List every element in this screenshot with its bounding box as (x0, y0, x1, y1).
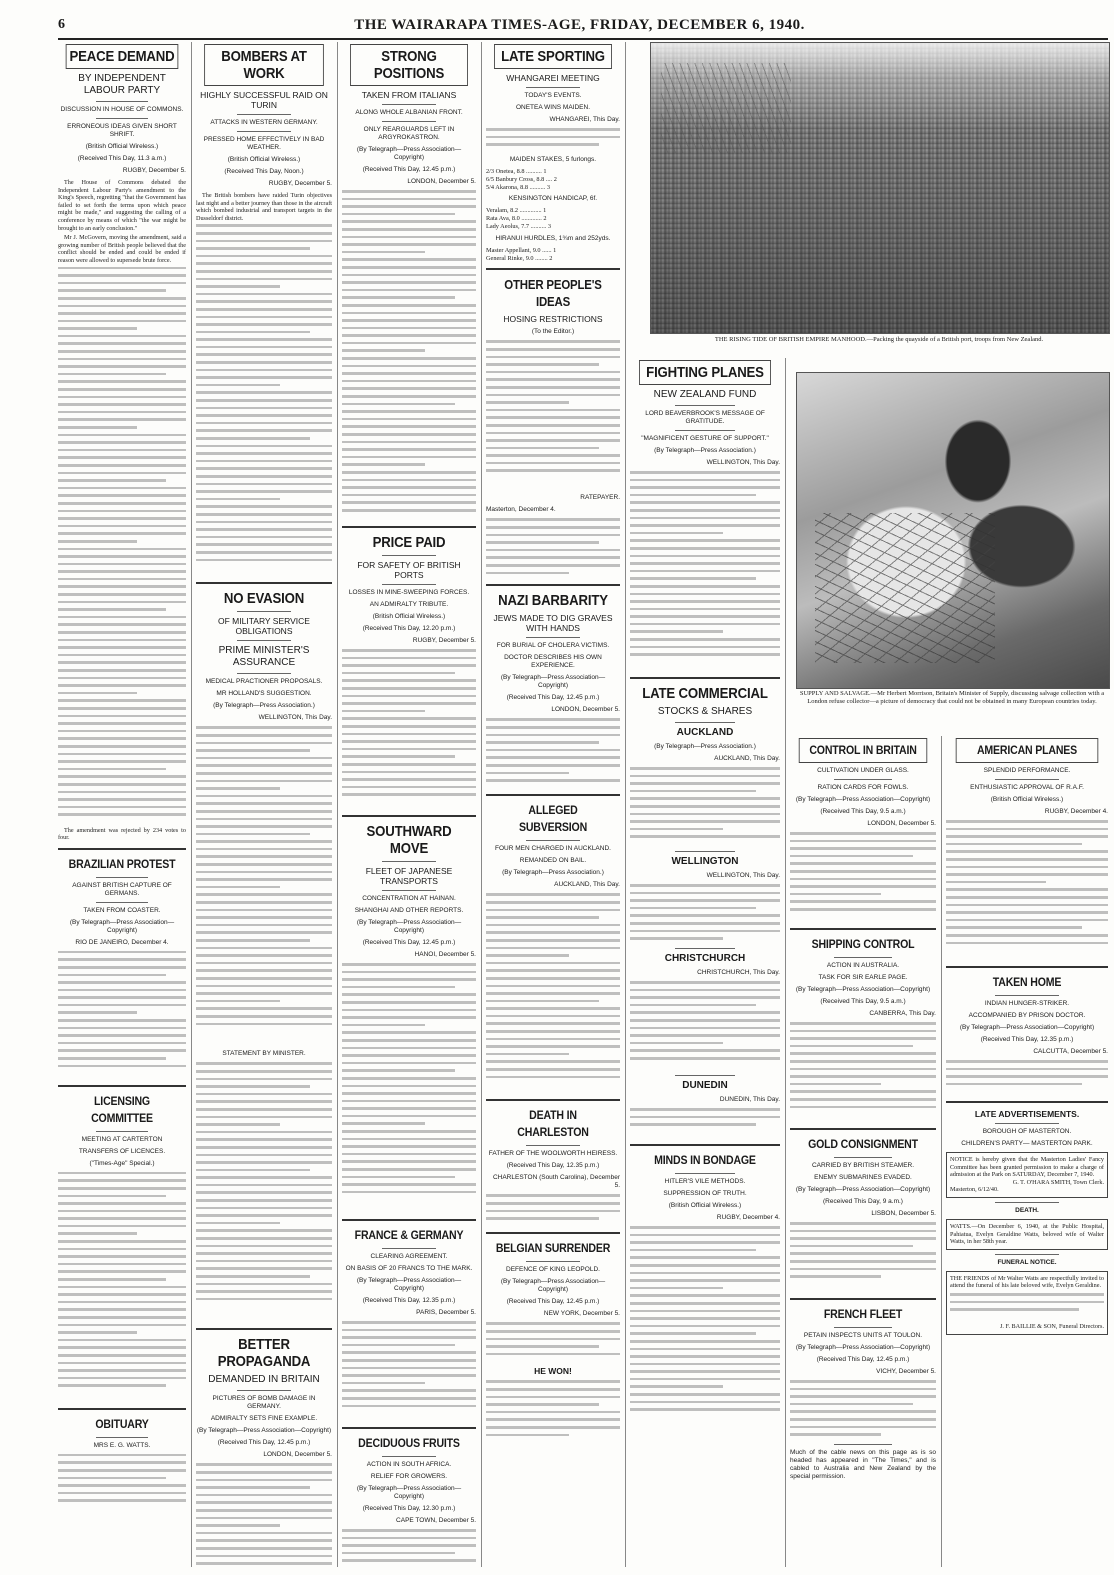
subhead: FOR SAFETY OF BRITISH PORTS (357, 560, 461, 580)
received-line: (Received This Day, 9.5 a.m.) (820, 808, 906, 815)
headline-peace-demand: PEACE DEMAND (66, 44, 179, 69)
headline-brazilian-protest: BRAZILIAN PROTEST (68, 856, 176, 871)
dateline: AUCKLAND, This Day. (714, 755, 780, 762)
subhead: HOSING RESTRICTIONS (503, 314, 603, 325)
subhead: AN ADMIRALTY TRIBUTE. (369, 601, 449, 608)
race-line: Rata Ava, 8.0 ............. 2 (486, 215, 547, 223)
received-line: (Received This Day, 12.35 p.m.) (362, 1297, 456, 1304)
credit-line: (British Official Wireless.) (372, 613, 446, 620)
article-text-block (486, 1194, 620, 1226)
race-line: Lady Aeolus, 7.7 .......... 3 (486, 222, 552, 230)
received-line: (Received This Day, 12.45 p.m.) (217, 1439, 311, 1447)
headline-other-peoples-ideas: OTHER PEOPLE'S IDEAS (504, 277, 602, 310)
headline-obituary: OBITUARY (95, 1416, 149, 1431)
subhead: ONETEA WINS MAIDEN. (515, 104, 591, 111)
dateline: CHARLESTON (South Carolina), December 5. (492, 1174, 620, 1190)
subhead: DEMANDED IN BRITAIN (208, 1374, 320, 1386)
headline-price-paid: PRICE PAID (372, 534, 446, 551)
subhead: ATTACKS IN WESTERN GERMANY. (210, 119, 318, 126)
article-text-block (486, 1322, 620, 1362)
section-heading: DEATH. (1015, 1206, 1039, 1214)
credit-line: (British Official Wireless.) (227, 156, 301, 163)
headline-shipping-control: SHIPPING CONTROL (811, 937, 915, 951)
received-line: (Received This Day, Noon.) (224, 168, 304, 175)
race-line: 2/3 Onetea, 8.8 .......... 1 (486, 168, 547, 175)
credit-line: (British Official Wireless.) (85, 143, 159, 150)
headline-minds-in-bondage: MINDS IN BONDAGE (654, 1153, 756, 1167)
article-text-block (630, 884, 780, 944)
dateline: LONDON, December 5. (867, 820, 936, 827)
headline-american-planes: AMERICAN PLANES (956, 738, 1099, 763)
article-text-block (486, 893, 620, 1093)
dateline: DUNEDIN, This Day. (719, 1096, 780, 1103)
subhead: MEETING AT CARTERTON (81, 1135, 163, 1143)
credit-line: (By Telegraph—Press Association—Copyright) (69, 918, 175, 934)
subhead: ACTION IN AUSTRALIA. (826, 962, 900, 969)
section-heading: LATE ADVERTISEMENTS. (974, 1109, 1080, 1119)
dateline: RUGBY, December 4. (1044, 808, 1108, 815)
subhead: JEWS MADE TO DIG GRAVES WITH HANDS (493, 613, 613, 634)
subhead: ALONG WHOLE ALBANIAN FRONT. (355, 109, 463, 116)
paragraph: The British bombers have raided Turin objectives last night and a better journey than those in the aircraft which bombed industrial and transport targets in the Dusseldorf district. (196, 192, 332, 222)
subhead: CARRIED BY BRITISH STEAMER. (811, 1162, 915, 1169)
article-text-block (58, 951, 186, 1079)
dateline: HANOI, December 5. (414, 951, 476, 958)
dateline: LONDON, December 5. (551, 706, 620, 714)
column-2 (196, 42, 338, 1567)
dateline: RUGBY, December 5. (122, 167, 186, 174)
subhead: ENEMY SUBMARINES EVADED. (814, 1174, 912, 1181)
dateline: RUGBY, December 5. (412, 637, 476, 644)
subhead: TRANSFERS OF LICENCES. (78, 1147, 166, 1155)
column-1 (58, 42, 192, 1567)
footnote: Much of the cable news on this page as is so headed has appeared in "The Times," and is cabled to Australia and New Zealand by the special permission. (790, 1449, 936, 1480)
received-line: (Received This Day, 12.35 p.m.) (980, 1036, 1074, 1043)
dateline: WELLINGTON, This Day. (706, 872, 780, 879)
subhead: PRESSED HOME EFFECTIVELY IN BAD WEATHER. (203, 136, 325, 151)
photo-caption: THE RISING TIDE OF BRITISH EMPIRE MANHOOD.—Packing the quayside of a British port, troops from New Zealand. (714, 336, 1044, 343)
race-results (486, 156, 620, 262)
race-line: 6/5 Banbury Cross, 8.8 .... 2 (486, 175, 557, 183)
dateline: AUCKLAND, This Day. (554, 881, 620, 889)
notice-box (946, 1152, 1108, 1198)
article-text-block (946, 820, 1108, 960)
notice-text: NOTICE is hereby given that the Masterton Ladies' Fancy Committee has been granted permission to make a charge of admission at the Park on SATURDAY, December 7, 1940. (950, 1156, 1104, 1179)
subhead: CHILDREN'S PARTY— MASTERTON PARK. (961, 1140, 1093, 1147)
received-line: (Received This Day, 12.45 p.m.) (362, 166, 456, 173)
dateline: WHANGAREI, This Day. (549, 116, 620, 123)
article-text-block (790, 1222, 936, 1292)
race-title: MAIDEN STAKES, 5 furlongs. (509, 156, 597, 163)
photo-caption: SUPPLY AND SALVAGE.—Mr Herbert Morrison, Britain's Minister of Supply, discussing salvage collection with a London refuse collector—a picture of democracy that could not be obtained in many European countries today. (799, 690, 1105, 705)
headline-nazi-barbarity: NAZI BARBARITY (498, 592, 608, 610)
dateline: CHRISTCHURCH, This Day. (697, 969, 780, 976)
subhead: ACTION IN SOUTH AFRICA. (366, 1461, 452, 1468)
article-text-block (486, 1380, 620, 1450)
article-text-block (630, 1108, 780, 1138)
headline-strong-positions: STRONG POSITIONS (350, 44, 468, 86)
received-line: (Received This Day, 12.30 p.m.) (362, 1505, 456, 1512)
subhead: WHANGAREI MEETING (506, 73, 600, 83)
photo-supply-and-salvage (796, 372, 1110, 689)
dateline: LONDON, December 5. (407, 178, 476, 185)
credit-line: (By Telegraph—Press Association.) (502, 869, 604, 877)
dateline: WELLINGTON, This Day. (706, 459, 780, 466)
dateline: RUGBY, December 5. (268, 180, 332, 187)
subhead: CULTIVATION UNDER GLASS. (817, 767, 909, 774)
credit-line: (British Official Wireless.) (668, 1202, 742, 1209)
photo-troops-quayside (650, 42, 1110, 334)
subhead: PRIME MINISTER'S ASSURANCE (218, 645, 310, 669)
subhead: TODAY'S EVENTS. (524, 92, 582, 99)
credit-line: (By Telegraph—Press Association—Copyright) (196, 1427, 332, 1435)
section-heading: FUNERAL NOTICE. (997, 1258, 1057, 1266)
dateline: NEW YORK, December 5. (543, 1310, 620, 1318)
subhead: PICTURES OF BOMB DAMAGE IN GERMANY. (212, 1395, 316, 1411)
headline-better-propaganda: BETTER PROPAGANDA (217, 1336, 311, 1371)
subhead: TAKEN FROM COASTER. (83, 906, 161, 914)
race-title: KENSINGTON HANDICAP, 6f. (508, 195, 598, 203)
received-line: (Received This Day, 9 a.m.) (823, 1198, 903, 1205)
race-line: Veralam, 8.2 .............. 1 (486, 207, 547, 215)
notice-text: THE FRIENDS of Mr Walter Watts are respectfully invited to attend the funeral of his late beloved wife, Evelyn Geraldine. (950, 1274, 1104, 1290)
credit-line: (By Telegraph—Press Association—Copyright) (795, 1186, 931, 1193)
received-line: (Received This Day, 9.5 a.m.) (820, 998, 906, 1005)
article-text-block (58, 267, 186, 827)
article-text-block (946, 1060, 1108, 1095)
dateline: CALCUTTA, December 5. (1033, 1048, 1108, 1055)
subhead: LORD BEAVERBROOK'S MESSAGE OF GRATITUDE. (645, 410, 765, 425)
city-heading: CHRISTCHURCH (664, 953, 746, 964)
received-line: (Received This Day, 12.45 p.m.) (816, 1356, 910, 1363)
city-heading: DUNEDIN (682, 1080, 728, 1091)
article-text-block (486, 718, 620, 788)
subhead: MRS E. G. WATTS. (93, 1441, 151, 1449)
article-text-block (486, 128, 620, 152)
headline-southward-move: SOUTHWARD MOVE (366, 823, 452, 857)
headline-gold-consignment: GOLD CONSIGNMENT (808, 1137, 918, 1151)
dateline: LONDON, December 5. (263, 1451, 332, 1459)
subhead: ADMIRALTY SETS FINE EXAMPLE. (210, 1415, 318, 1423)
notice-text: WATTS.—On December 6, 1940, at the Public Hospital, Pahiatua, Evelyn Geraldine Watts, beloved wife of Walter Watts, in her 58th year. (950, 1222, 1104, 1246)
subhead: ACCOMPANIED BY PRISON DOCTOR. (968, 1012, 1086, 1019)
credit-line: (By Telegraph—Press Association—Copyright) (795, 986, 931, 993)
death-notice (946, 1219, 1108, 1250)
credit-line: (By Telegraph—Press Association—Copyright) (356, 1485, 462, 1500)
headline-fighting-planes: FIGHTING PLANES (639, 360, 771, 385)
credit-line: (By Telegraph—Press Association—Copyright) (356, 146, 462, 161)
page-number: 6 (58, 17, 65, 32)
subhead: FOR BURIAL OF CHOLERA VICTIMS. (496, 642, 610, 650)
subhead: ERRONEOUS IDEAS GIVEN SHORT SHRIFT. (67, 123, 177, 138)
article-text-block (196, 1062, 332, 1322)
subhead: DEFENCE OF KING LEOPOLD. (506, 1266, 600, 1274)
headline-taken-home: TAKEN HOME (992, 975, 1062, 989)
subhead: HIGHLY SUCCESSFUL RAID ON TURIN (200, 90, 328, 110)
subhead: SPLENDID PERFORMANCE. (983, 767, 1071, 774)
race-line: Master Appellant, 9.0 ...... 1 (486, 246, 557, 254)
headline-late-commercial: LATE COMMERCIAL (642, 685, 768, 702)
article-text-block (950, 1293, 1104, 1323)
dateline: RUGBY, December 4. (716, 1214, 780, 1221)
subhead: LOSSES IN MINE-SWEEPING FORCES. (348, 589, 470, 596)
article-text-block (196, 726, 332, 1046)
article-text-block (196, 1463, 332, 1567)
credit-line: (By Telegraph—Press Association—Copyright) (356, 919, 462, 934)
subhead: OF MILITARY SERVICE OBLIGATIONS (218, 616, 310, 637)
subhead: ENTHUSIASTIC APPROVAL OF R.A.F. (970, 784, 1084, 791)
notice-signature: J. F. BAILLIE & SON, Funeral Directors. (1000, 1322, 1104, 1330)
subhead: HITLER'S VILE METHODS. (664, 1178, 746, 1185)
subhead: INDIAN HUNGER-STRIKER. (984, 1000, 1070, 1007)
subhead: MR HOLLAND'S SUGGESTION. (216, 690, 312, 698)
notice-date: Masterton, 6/12/40. (950, 1186, 999, 1194)
article-text-block (790, 1380, 936, 1440)
subhead: SHANGHAI AND OTHER REPORTS. (354, 907, 464, 914)
paragraph: The amendment was rejected by 234 votes to four. (58, 826, 186, 842)
article-text-block (342, 1321, 476, 1421)
subhead: (To the Editor.) (531, 328, 575, 336)
subhead: REMANDED ON BAIL. (519, 857, 587, 865)
article-text-block (790, 832, 936, 922)
headline-france-germany: FRANCE & GERMANY (354, 1228, 464, 1242)
subhead: TASK FOR SIR EARLE PAGE. (818, 974, 908, 981)
signature: RATEPAYER. (580, 494, 620, 502)
subhead: FOUR MEN CHARGED IN AUCKLAND. (495, 845, 611, 853)
credit-line: (By Telegraph—Press Association.) (654, 447, 756, 454)
headline-alleged-subversion: ALLEGED SUBVERSION (518, 803, 588, 835)
dateline: CAPE TOWN, December 5. (396, 1517, 476, 1524)
article-text-block (342, 963, 476, 1213)
city-heading: AUCKLAND (676, 727, 734, 738)
masthead (58, 12, 1108, 40)
column-6 (790, 736, 942, 1567)
headline-licensing-committee: LICENSING COMMITTEE (91, 1093, 153, 1125)
headline-french-fleet: FRENCH FLEET (823, 1307, 903, 1321)
credit-line: (By Telegraph—Press Association—Copyright) (500, 1278, 606, 1294)
subhead: RELIEF FOR GROWERS. (370, 1473, 448, 1480)
race-line: General Rinke, 9.0 ........ 2 (486, 254, 553, 262)
credit-line: ("Times-Age" Special.) (89, 1159, 155, 1167)
credit-line: (By Telegraph—Press Association—Copyright) (959, 1024, 1095, 1031)
received-line: (Received This Day, 12.45 p.m.) (506, 1298, 600, 1306)
subhead: HE WON! (534, 1366, 572, 1377)
credit-line: (By Telegraph—Press Association.) (654, 743, 756, 750)
article-text-block (790, 1022, 936, 1122)
subhead: CLEARING AGREEMENT. (370, 1253, 448, 1260)
article-text-block (630, 767, 780, 847)
dateline: PARIS, December 5. (416, 1309, 476, 1316)
race-line: 5/4 Akarona, 8.8 .......... 3 (486, 183, 551, 191)
article-text-block (342, 649, 476, 809)
paragraph: Mr J. McGovern, moving the amendment, said a growing number of British people believed that the conflict should be ended and could be ended if reason were allowed to supersede brute force. (58, 234, 186, 264)
article-text-block (630, 981, 780, 1071)
credit-line: (By Telegraph—Press Association—Copyright) (356, 1277, 462, 1292)
paragraph: The House of Commons debated the Independent Labour Party's amendment to the King's Speech, regretting "that the Government has failed to set forth the terms upon which peace might be made," and suggesting the calling of a conference by means of which "the war might be brought to an early conclusion." (58, 179, 186, 232)
subhead: SUPPRESSION OF TRUTH. (663, 1190, 747, 1197)
article-text-block (630, 1226, 780, 1426)
column-3 (342, 42, 482, 1567)
received-line: (Received This Day, 12.45 p.m.) (506, 694, 600, 702)
received-line: (Received This Day, 12.35 p.m.) (506, 1162, 600, 1170)
headline-control-in-britain: CONTROL IN BRITAIN (799, 738, 927, 763)
column-4 (486, 42, 626, 1567)
credit-line: (By Telegraph—Press Association—Copyright) (795, 796, 931, 803)
headline-late-sporting: LATE SPORTING (494, 44, 612, 69)
headline-bombers-at-work: BOMBERS AT WORK (204, 44, 324, 86)
article-text-block (486, 518, 620, 578)
credit-line: (By Telegraph—Press Association.) (213, 702, 315, 710)
subhead: MEDICAL PRACTIONER PROPOSALS. (205, 678, 323, 686)
credit-line: (British Official Wireless.) (990, 796, 1064, 803)
subhead: NEW ZEALAND FUND (653, 389, 757, 400)
column-7 (946, 736, 1108, 1567)
column-5 (630, 358, 786, 1567)
article-body (58, 179, 186, 265)
subhead: ONLY REARGUARDS LEFT IN ARGYROKASTRON. (363, 126, 455, 141)
article-text-block (58, 1454, 186, 1514)
headline-belgian-surrender: BELGIAN SURRENDER (495, 1241, 611, 1256)
article-text-block (58, 1172, 186, 1402)
subhead: PETAIN INSPECTS UNITS AT TOULON. (803, 1332, 923, 1339)
subhead: RATION CARDS FOR FOWLS. (817, 784, 909, 791)
city-heading: WELLINGTON (671, 856, 739, 867)
subhead: STATEMENT BY MINISTER. (222, 1050, 306, 1058)
newspaper-title: THE WAIRARAPA TIMES-AGE, FRIDAY, DECEMBER 6, 1940. (354, 16, 805, 33)
article-text-block (486, 340, 620, 490)
subhead: FLEET OF JAPANESE TRANSPORTS (365, 866, 453, 886)
subhead: ON BASIS OF 20 FRANCS TO THE MARK. (345, 1265, 473, 1272)
dateline: LISBON, December 5. (871, 1210, 936, 1217)
article-text-block (342, 1529, 476, 1567)
received-line: (Received This Day, 12.20 p.m.) (362, 625, 456, 632)
credit-line: (By Telegraph—Press Association—Copyright) (795, 1344, 931, 1351)
funeral-notice (946, 1271, 1108, 1335)
subhead: DISCUSSION IN HOUSE OF COMMONS. (60, 106, 184, 113)
subhead: "MAGNIFICENT GESTURE OF SUPPORT." (641, 435, 769, 442)
subhead: DOCTOR DESCRIBES HIS OWN EXPERIENCE. (504, 654, 602, 670)
article-text-block (196, 224, 332, 576)
dateline: CANBERRA, This Day. (869, 1010, 936, 1017)
subhead: FATHER OF THE WOOLWORTH HEIRESS. (488, 1150, 618, 1158)
article-text-block (342, 190, 476, 520)
subhead: AGAINST BRITISH CAPTURE OF GERMANS. (72, 881, 172, 897)
received-line: (Received This Day, 11.3 a.m.) (77, 155, 167, 162)
subhead: BY INDEPENDENT LABOUR PARTY (78, 73, 166, 96)
subhead: TAKEN FROM ITALIANS (361, 90, 457, 100)
credit-line: (By Telegraph—Press Association—Copyright) (500, 674, 606, 690)
dateline: WELLINGTON, This Day. (258, 714, 332, 722)
notice-signature: G. T. O'HARA SMITH, Town Clerk. (1012, 1178, 1104, 1186)
headline-death-in-charleston: DEATH IN CHARLESTON (517, 1108, 589, 1140)
headline-no-evasion: NO EVASION (223, 590, 305, 608)
article-text-block (630, 471, 780, 671)
dateline: Masterton, December 4. (486, 506, 556, 514)
headline-deciduous-fruits: DECIDUOUS FRUITS (358, 1436, 460, 1450)
subhead: STOCKS & SHARES (657, 706, 753, 717)
race-title: HIRANUI HURDLES, 1¾m and 252yds. (495, 234, 611, 242)
refuse-cart (815, 513, 995, 663)
ship-rigging (661, 63, 791, 153)
dateline: VICHY, December 5. (876, 1368, 936, 1375)
subhead: CONCENTRATION AT HAINAN. (362, 895, 456, 902)
dateline: RIO DE JANEIRO, December 4. (75, 938, 169, 946)
received-line: (Received This Day, 12.45 p.m.) (362, 939, 456, 946)
subhead: BOROUGH OF MASTERTON. (982, 1128, 1072, 1135)
